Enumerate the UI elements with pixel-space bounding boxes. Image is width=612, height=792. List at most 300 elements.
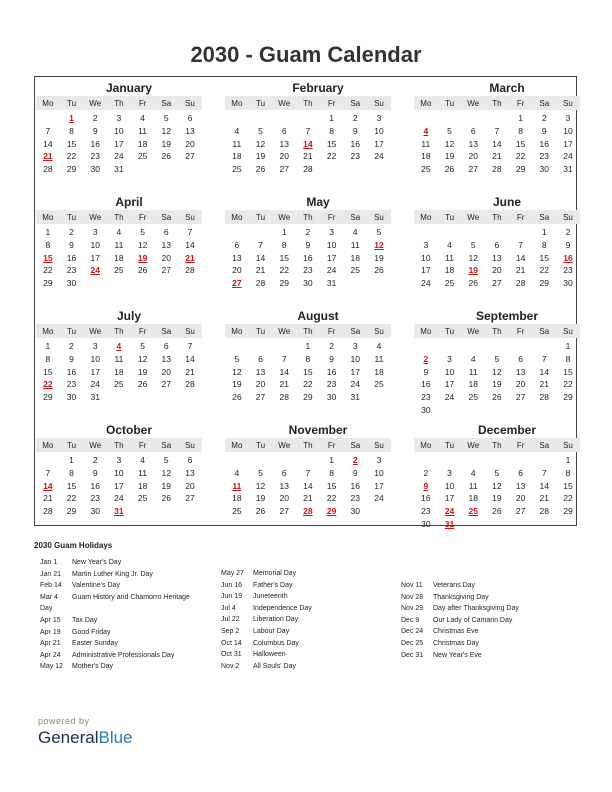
day-cell: 28	[185, 379, 195, 390]
day-cell: 7	[281, 353, 287, 364]
weekday-label: Mo	[231, 212, 243, 222]
day-cell: 4	[116, 227, 122, 237]
weekday-header	[225, 438, 391, 452]
month-name: April	[115, 195, 143, 209]
holiday-date: Mar 4	[40, 593, 58, 601]
day-cell: 1	[565, 455, 571, 465]
day-cell: 12	[255, 480, 266, 491]
empty-cell	[438, 112, 462, 125]
day-cell: 27	[161, 265, 172, 276]
day-cell: 24	[350, 379, 361, 390]
day-cell: 28	[279, 392, 289, 403]
month-name: July	[116, 309, 141, 323]
day-cell: 3	[352, 341, 358, 351]
day-grid	[414, 224, 580, 290]
holiday-day-cell: 27	[232, 278, 242, 289]
day-cell: 5	[258, 467, 263, 478]
weekday-label: Su	[374, 326, 384, 336]
day-cell: 7	[494, 125, 500, 136]
day-cell: 7	[518, 239, 523, 250]
day-cell: 11	[421, 138, 431, 149]
day-cell: 3	[116, 455, 122, 465]
weekday-label: We	[278, 98, 291, 108]
day-cell: 6	[470, 125, 476, 136]
day-cell: 27	[279, 164, 289, 175]
day-cell: 5	[470, 239, 476, 250]
weekday-label: Sa	[350, 212, 361, 222]
weekday-label: Sa	[350, 326, 361, 336]
day-cell: 31	[563, 164, 573, 175]
day-cell: 6	[281, 125, 287, 136]
holiday-row	[401, 580, 576, 592]
holiday-date: Jun 19	[221, 593, 243, 601]
day-cell: 5	[258, 125, 263, 136]
month-march	[414, 81, 580, 176]
day-cell: 15	[515, 138, 526, 149]
day-cell: 14	[492, 138, 502, 149]
day-cell: 13	[161, 353, 172, 364]
day-grid	[414, 110, 580, 176]
weekday-label: Mo	[42, 326, 54, 336]
month-name: October	[105, 423, 152, 437]
day-cell: 14	[279, 366, 289, 377]
day-cell: 5	[447, 125, 452, 136]
day-cell: 22	[515, 151, 526, 162]
weekday-label: Fr	[516, 98, 525, 108]
holiday-date: Nov 29	[401, 605, 424, 613]
day-cell: 24	[114, 151, 124, 162]
empty-cell	[485, 226, 509, 239]
weekday-label: Fr	[138, 326, 147, 336]
day-cell: 8	[541, 239, 547, 250]
day-grid	[225, 224, 391, 290]
day-cell: 8	[281, 239, 287, 250]
day-cell: 28	[43, 506, 53, 517]
empty-cell	[36, 112, 60, 125]
day-cell: 18	[350, 252, 361, 263]
day-cell: 30	[421, 518, 431, 529]
day-cell: 1	[541, 227, 547, 237]
month-april	[36, 195, 202, 290]
empty-cell	[485, 454, 509, 467]
holiday-name: Memorial Day	[253, 570, 297, 577]
brand-logo[interactable]	[38, 716, 133, 748]
holiday-date: Dec 25	[401, 639, 424, 647]
day-cell: 3	[92, 341, 98, 351]
day-cell: 17	[90, 366, 100, 377]
day-cell: 30	[421, 404, 431, 415]
weekday-label: We	[89, 212, 102, 222]
weekday-label: Tu	[445, 212, 455, 222]
day-cell: 12	[255, 138, 266, 149]
day-cell: 4	[140, 455, 145, 465]
empty-cell	[272, 454, 296, 467]
day-cell: 7	[541, 353, 547, 364]
day-cell: 18	[468, 379, 478, 390]
day-cell: 18	[468, 493, 478, 504]
holiday-date: Nov 11	[401, 582, 423, 589]
day-cell: 25	[350, 265, 361, 276]
day-cell: 31	[114, 164, 124, 175]
day-cell: 30	[539, 164, 550, 175]
day-cell: 28	[539, 392, 550, 403]
empty-cell	[509, 226, 533, 239]
day-cell: 14	[255, 252, 266, 263]
brand-name	[38, 728, 133, 748]
day-cell: 24	[90, 379, 100, 390]
weekday-header	[414, 210, 580, 224]
holiday-row	[401, 592, 576, 604]
day-cell: 14	[539, 366, 550, 377]
holiday-date: Feb 14	[40, 582, 62, 590]
holiday-date: Dec 24	[401, 628, 424, 636]
day-cell: 6	[187, 455, 193, 465]
holiday-day-cell: 31	[114, 506, 124, 517]
day-cell: 29	[515, 164, 526, 175]
empty-cell	[296, 112, 320, 125]
weekday-label: Sa	[539, 98, 550, 108]
day-cell: 3	[447, 467, 452, 478]
weekday-label: Su	[185, 326, 195, 336]
day-cell: 24	[563, 151, 573, 162]
holiday-day-cell: 11	[232, 480, 242, 491]
day-grid	[225, 338, 391, 404]
day-cell: 30	[350, 506, 361, 517]
day-cell: 11	[445, 252, 454, 263]
month-name: January	[105, 81, 153, 95]
day-cell: 25	[232, 506, 242, 517]
day-cell: 11	[374, 353, 384, 364]
day-cell: 22	[66, 493, 77, 504]
holiday-day-cell: 24	[444, 506, 455, 517]
month-name: November	[288, 423, 348, 437]
empty-cell	[414, 112, 438, 125]
day-cell: 13	[279, 480, 289, 491]
month-name: June	[492, 195, 521, 209]
holiday-day-cell: 14	[43, 480, 53, 491]
weekday-label: We	[89, 326, 102, 336]
day-cell: 25	[137, 493, 148, 504]
day-cell: 4	[376, 341, 382, 351]
day-cell: 28	[515, 278, 526, 289]
holiday-day-cell: 29	[326, 506, 337, 517]
empty-cell	[438, 226, 462, 239]
day-cell: 13	[232, 252, 242, 263]
day-cell: 12	[137, 239, 148, 250]
day-cell: 11	[350, 239, 360, 250]
day-cell: 3	[92, 227, 98, 237]
day-cell: 27	[161, 379, 172, 390]
empty-cell	[461, 340, 485, 353]
day-cell: 15	[326, 138, 337, 149]
day-cell: 31	[326, 278, 337, 289]
day-cell: 10	[90, 353, 100, 364]
day-cell: 26	[468, 278, 478, 289]
weekday-label: Tu	[256, 326, 266, 336]
day-cell: 26	[374, 265, 384, 276]
day-cell: 1	[69, 455, 74, 465]
day-cell: 9	[565, 239, 571, 250]
day-cell: 29	[43, 392, 53, 403]
day-cell: 3	[376, 455, 382, 465]
day-cell: 2	[69, 341, 74, 351]
day-cell: 16	[539, 138, 550, 149]
day-cell: 10	[421, 252, 431, 263]
holiday-name: Good Friday	[72, 628, 111, 636]
holiday-column	[221, 568, 396, 672]
holiday-day-cell: 25	[468, 506, 478, 517]
holiday-column	[40, 557, 215, 673]
day-cell: 14	[515, 252, 526, 263]
day-cell: 7	[258, 239, 263, 250]
day-cell: 26	[255, 506, 266, 517]
brand-name-part1: General	[38, 728, 99, 747]
day-cell: 25	[444, 278, 455, 289]
holiday-name: Liberation Day	[253, 616, 299, 624]
holiday-date: Jun 16	[221, 581, 243, 589]
month-july	[36, 309, 202, 404]
day-cell: 25	[421, 164, 431, 175]
day-cell: 30	[326, 392, 337, 403]
day-cell: 20	[232, 265, 242, 276]
weekday-label: Th	[114, 98, 124, 108]
day-cell: 20	[492, 265, 502, 276]
day-cell: 6	[234, 239, 240, 250]
empty-cell	[225, 340, 249, 353]
holiday-date: Apr 24	[40, 651, 61, 659]
day-cell: 17	[114, 138, 124, 149]
holiday-row	[221, 580, 396, 592]
holiday-date: Apr 21	[40, 640, 61, 648]
day-cell: 12	[444, 138, 455, 149]
day-cell: 23	[303, 265, 313, 276]
weekday-label: Su	[374, 440, 384, 450]
day-cell: 19	[137, 366, 148, 377]
day-cell: 27	[185, 151, 195, 162]
weekday-label: Tu	[256, 212, 266, 222]
holiday-row	[401, 603, 576, 615]
day-cell: 11	[138, 467, 147, 478]
day-cell: 9	[69, 353, 74, 364]
day-cell: 2	[92, 113, 98, 123]
holiday-name: Guam History and Chamorro Heritage	[72, 593, 190, 601]
day-cell: 28	[43, 164, 53, 175]
month-name: May	[306, 195, 330, 209]
day-cell: 23	[90, 493, 100, 504]
weekday-label: Su	[563, 98, 573, 108]
day-cell: 2	[92, 455, 98, 465]
day-cell: 9	[92, 125, 98, 136]
day-cell: 25	[114, 379, 124, 390]
day-grid	[414, 338, 580, 417]
brand-name-part2: Blue	[98, 728, 133, 747]
day-cell: 10	[374, 125, 384, 136]
day-cell: 30	[90, 506, 100, 517]
empty-cell	[485, 112, 509, 125]
month-name: December	[477, 423, 537, 437]
day-cell: 20	[185, 480, 195, 491]
day-cell: 17	[444, 379, 455, 390]
day-cell: 17	[350, 366, 361, 377]
holiday-day-cell: 9	[423, 480, 429, 491]
day-cell: 27	[515, 392, 526, 403]
day-cell: 29	[66, 506, 77, 517]
empty-cell	[414, 340, 438, 353]
day-cell: 30	[563, 278, 573, 289]
holiday-date: Jul 4	[221, 604, 236, 612]
day-cell: 17	[90, 252, 100, 263]
holiday-day-cell: 21	[43, 151, 53, 162]
day-cell: 26	[255, 164, 266, 175]
empty-cell	[36, 454, 60, 467]
day-cell: 21	[492, 151, 502, 162]
day-cell: 19	[255, 493, 266, 504]
month-august	[225, 309, 391, 404]
day-cell: 24	[374, 493, 384, 504]
day-cell: 23	[90, 151, 100, 162]
weekday-label: Fr	[138, 440, 147, 450]
day-cell: 14	[43, 138, 53, 149]
day-cell: 13	[515, 366, 526, 377]
day-cell: 5	[234, 353, 240, 364]
day-cell: 22	[279, 265, 289, 276]
holiday-row	[40, 569, 215, 581]
day-cell: 23	[66, 265, 77, 276]
weekday-label: Th	[114, 326, 124, 336]
day-cell: 9	[329, 353, 334, 364]
month-name: August	[297, 309, 339, 323]
day-cell: 27	[255, 392, 266, 403]
day-cell: 24	[114, 493, 124, 504]
day-grid	[36, 338, 202, 404]
day-cell: 20	[185, 138, 195, 149]
holiday-date: Jul 22	[221, 616, 240, 624]
holiday-name: Christmas Eve	[433, 628, 479, 636]
weekday-header	[36, 96, 202, 110]
weekday-label: Sa	[539, 440, 550, 450]
holiday-date: Dec 31	[401, 651, 424, 659]
weekday-label: Th	[303, 326, 313, 336]
day-grid	[414, 452, 580, 531]
day-cell: 3	[329, 227, 334, 237]
day-cell: 13	[515, 480, 526, 491]
day-cell: 27	[492, 278, 502, 289]
day-cell: 26	[232, 392, 242, 403]
weekday-label: Th	[492, 98, 502, 108]
day-cell: 15	[326, 480, 337, 491]
holiday-row	[221, 661, 396, 673]
day-cell: 20	[255, 379, 266, 390]
month-june	[414, 195, 580, 290]
weekday-label: Mo	[231, 326, 243, 336]
day-cell: 7	[187, 227, 193, 237]
day-grid	[36, 452, 202, 518]
empty-cell	[225, 454, 249, 467]
day-cell: 26	[137, 265, 148, 276]
day-cell: 12	[137, 353, 148, 364]
weekday-label: Su	[185, 212, 195, 222]
day-cell: 1	[281, 227, 287, 237]
empty-cell	[296, 454, 320, 467]
holiday-day-cell: 2	[423, 353, 429, 364]
weekday-label: Fr	[138, 212, 147, 222]
month-november	[225, 423, 391, 518]
weekday-label: Th	[303, 98, 313, 108]
month-september	[414, 309, 580, 417]
day-cell: 4	[140, 113, 145, 123]
day-cell: 12	[161, 467, 172, 478]
day-cell: 5	[140, 341, 145, 351]
day-cell: 6	[518, 467, 523, 478]
day-cell: 22	[539, 265, 550, 276]
holiday-day-cell: 19	[468, 265, 478, 276]
day-cell: 16	[303, 252, 313, 263]
weekday-label: Th	[303, 212, 313, 222]
day-cell: 4	[352, 227, 358, 237]
weekday-header	[225, 324, 391, 338]
day-cell: 29	[563, 506, 573, 517]
month-name: September	[475, 309, 539, 323]
day-cell: 15	[43, 366, 53, 377]
holiday-date: Oct 31	[221, 651, 242, 659]
day-cell: 21	[185, 366, 195, 377]
empty-cell	[414, 454, 438, 467]
day-cell: 12	[468, 252, 478, 263]
day-cell: 3	[376, 113, 382, 123]
day-cell: 1	[565, 341, 571, 351]
holiday-day-cell: 4	[116, 341, 122, 351]
day-cell: 31	[350, 392, 361, 403]
weekday-label: Mo	[420, 212, 432, 222]
day-cell: 7	[45, 467, 51, 478]
weekday-label: Tu	[67, 212, 77, 222]
day-cell: 6	[187, 113, 193, 123]
day-cell: 28	[539, 506, 550, 517]
day-cell: 16	[350, 480, 361, 491]
day-cell: 27	[185, 493, 195, 504]
day-cell: 8	[565, 467, 571, 478]
empty-cell	[438, 340, 462, 353]
empty-cell	[249, 454, 273, 467]
day-cell: 29	[43, 278, 53, 289]
weekday-label: We	[89, 98, 102, 108]
day-cell: 11	[138, 125, 147, 136]
weekday-label: We	[467, 98, 480, 108]
day-cell: 8	[69, 125, 74, 136]
weekday-label: Tu	[445, 440, 455, 450]
weekday-label: Fr	[327, 326, 336, 336]
day-cell: 18	[232, 151, 242, 162]
day-cell: 29	[563, 392, 573, 403]
day-cell: 19	[255, 151, 266, 162]
day-cell: 24	[326, 265, 337, 276]
day-cell: 5	[376, 227, 382, 237]
day-cell: 1	[329, 113, 334, 123]
weekday-label: Su	[374, 212, 384, 222]
empty-cell	[461, 454, 485, 467]
day-cell: 15	[539, 252, 550, 263]
weekday-label: Su	[185, 440, 195, 450]
weekday-header	[36, 210, 202, 224]
weekday-label: We	[278, 440, 291, 450]
day-cell: 22	[326, 493, 337, 504]
day-cell: 15	[563, 366, 573, 377]
day-cell: 19	[492, 379, 502, 390]
day-cell: 5	[494, 467, 500, 478]
holiday-row	[40, 603, 215, 615]
day-cell: 21	[539, 493, 550, 504]
day-cell: 12	[492, 480, 502, 491]
